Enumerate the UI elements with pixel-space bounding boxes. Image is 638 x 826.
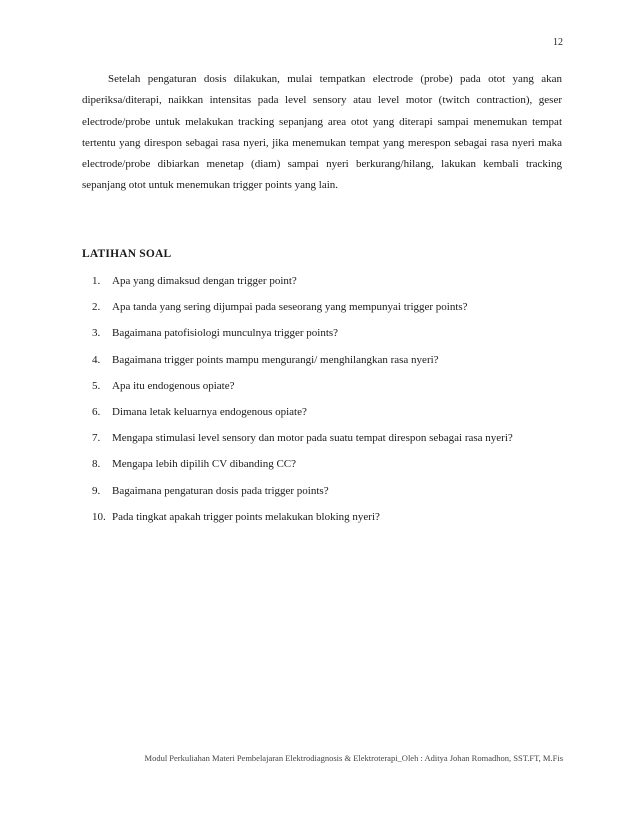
question-text: Dimana letak keluarnya endogenous opiate? [112, 405, 307, 418]
question-item-9 [82, 483, 562, 509]
question-item-10 [82, 509, 562, 535]
question-text: Pada tingkat apakah trigger points melakukan bloking nyeri? [112, 510, 380, 523]
body-paragraph: Setelah pengaturan dosis dilakukan, mulai tempatkan electrode (probe) pada otot yang akan diperiksa/diterapi, naikkan intensitas pada level sensory atau level motor (twitch contraction), geser electrode/probe untuk melakukan tracking sepanjang area otot yang diterapi sampai menemukan tempat tertentu yang direspon sebagai rasa nyeri, jika menemukan tempat yang merespon sebagai rasa nyeri maka electrode/probe dibiarkan menetap (diam) sampai nyeri berkurang/hilang, lakukan kembali tracking sepanjang otot untuk menemukan trigger points yang lain. [82, 73, 562, 192]
question-number: 7. [92, 432, 101, 445]
page-number: 12 [553, 37, 563, 48]
question-number: 6. [92, 405, 101, 418]
question-item-5 [82, 378, 562, 404]
question-number: 5. [92, 379, 101, 392]
question-text: Bagaimana pengaturan dosis pada trigger points? [112, 484, 329, 497]
question-text: Bagaimana patofisiologi munculnya trigger points? [112, 327, 339, 340]
question-list [82, 273, 562, 535]
question-item-2 [82, 299, 562, 325]
question-number: 10. [92, 510, 106, 523]
question-number: 3. [92, 327, 101, 340]
question-number: 8. [92, 458, 101, 471]
question-text: Apa tanda yang sering dijumpai pada seseorang yang mempunyai trigger points? [112, 301, 468, 314]
question-number: 9. [92, 484, 101, 497]
question-item-4 [82, 352, 562, 378]
question-text: Apa yang dimaksud dengan trigger point? [112, 275, 297, 287]
question-text: Bagaimana trigger points mampu mengurangi/ menghilangkan rasa nyeri? [112, 353, 439, 366]
question-number: 1. [92, 275, 101, 287]
section-title: LATIHAN SOAL [82, 248, 172, 260]
question-number: 2. [92, 301, 101, 314]
question-item-6 [82, 404, 562, 430]
question-text: Apa itu endogenous opiate? [112, 379, 235, 392]
question-item-3 [82, 325, 562, 351]
question-text: Mengapa lebih dipilih CV dibanding CC? [112, 458, 297, 471]
question-item-1 [82, 273, 562, 299]
page-footer: Modul Perkuliahan Materi Pembelajaran Elektrodiagnosis & Elektroterapi_Oleh : Aditya Johan Romadhon, SST.FT, M.Fis [144, 753, 563, 763]
question-item-8 [82, 456, 562, 482]
question-text: Mengapa stimulasi level sensory dan motor pada suatu tempat direspon sebagai rasa nyeri? [112, 432, 513, 445]
question-item-7 [82, 430, 562, 456]
question-number: 4. [92, 353, 101, 366]
